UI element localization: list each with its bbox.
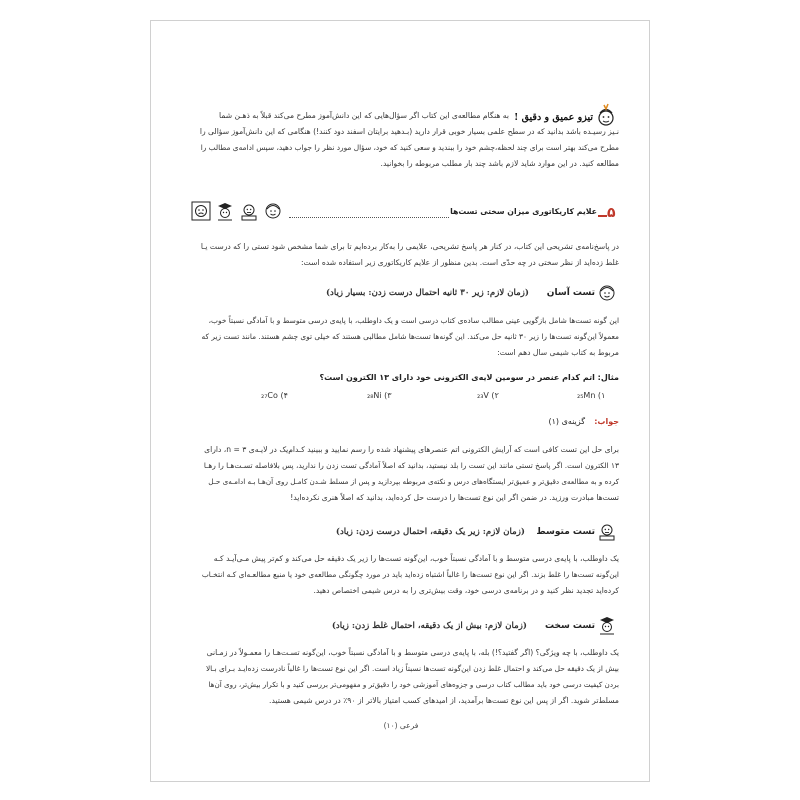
medium-label: تست متوسط: [536, 527, 595, 537]
easy-line-1: این گونه تست‌ها شامل بازگویی عینی مطالب ساده‌ی کتاب درسی است و یک داوطلب، با پایه‌ی درسی متوسط و با آمادگی نسبتاً خوب،: [208, 316, 619, 325]
graduate-face-icon: [215, 201, 235, 221]
option-1: ۱) ₂₅Mn: [577, 391, 606, 400]
answer-label: جواب:: [594, 417, 619, 426]
medium-face-icon: [239, 201, 259, 221]
medium-note: (زمان لازم: زیر یک دقیقه، احتمال درست زدن: زیاد): [335, 527, 525, 537]
explanation-line-3: کرده و به مطالعه‌ی دقیق‌تر و عمیق‌تر ایستگاه‌های درس و نکته‌ی مربوطه بپردازید و پس از مسلط شـدن کامـل روی آن‌هـا بـه ادامـه‌ی حـل: [208, 477, 619, 486]
section-line-2: غلط زده‌اید از نظر سختی در چه حدّی است. بدین منظور از علایم کاریکاتوری زیر استفاده شده است:: [300, 258, 619, 267]
hard-line-4: مسلط‌تر شوید. اگر از پس این نوع تست‌ها برآمدید، از امیدهای کسب امتیاز بالاتر از ۹۰٪ در درس شیمی هستید.: [269, 696, 619, 705]
explanation-line-1: برای حل این تست کافی است که آرایش الکترونی اتم عنصرهای پیشنهاد شده را رسم نمایید و ببینید کـدام‌یک در لایـه‌ی ۳ = n، دارای: [204, 445, 619, 454]
difficulty-icons-strip: [191, 201, 287, 223]
medium-test-icon: [597, 521, 617, 541]
intro-line-2: نـیز رسیـده باشد بدانید که در سطح علمی بسیار خوبی قرار دارید (بـدهید برایتان اسفند دود کنند!) هنگامی که این دانش‌آموز سؤالی را: [199, 127, 619, 136]
intro-title: تیزو عمیق و دقیق !: [514, 112, 593, 123]
section-dotted-rule: [289, 217, 449, 218]
section-title: علایم کاریکاتوری میزان سختی تست‌ها: [450, 207, 597, 216]
easy-face-icon: [263, 201, 283, 221]
option-2: ۲) ₂₃V: [477, 391, 499, 400]
intro-line-4: مطالعه کنید. در این موارد شاید لازم باشد چند بار مطلب مربوطه را بخوانید.: [380, 159, 619, 168]
example-question: مثال: اتم کدام عنصر در سومین لایه‌ی الکترونی خود دارای ۱۳ الکترون است؟: [319, 373, 619, 382]
page-footer: فرعی (۱۰): [383, 721, 419, 730]
answer-text: گزینه‌ی (۱): [548, 417, 585, 426]
hard-line-1: یک داوطلب، با چه ویژگی؟ (اگر گفتید؟!) بله، با پایه‌ی درسی متوسط و با آمادگی نسبتاً خوب، این‌گونه تسـت‌هـا را معمـولاً در زمـانی: [206, 648, 619, 657]
book-page: [150, 20, 650, 782]
hard-face-icon: [191, 201, 211, 221]
medium-line-2: این‌گونه تست‌ها را غلط بزند. اگر این نوع تست‌ها را غالباً اشتباه زده‌اید باید در مورد چگونگی مطالعه‌ی خود یا منبع مطالعـه‌ای کـه انتخـاب: [201, 570, 619, 579]
medium-line-1: یک داوطلب، با پایه‌ی درسی متوسط و با آمادگی نسبتاً خوب، این‌گونه تست‌ها را زیر یک دقیقه حل می‌کند و کم‌تر پیش مـی‌آیـد کـه: [213, 554, 619, 563]
hard-test-icon: [597, 615, 617, 635]
intro-line-1: به هنگام مطالعه‌ی این کتاب اگر سؤال‌هایی که این دانش‌آموز مطرح می‌کند قبلاً به ذهـن شما: [219, 111, 509, 120]
intro-line-3: مطرح می‌کند بهتر است برای چند لحظه،چشم خود را ببندید و سعی کنید که خود، سؤال مورد نظر را جواب دهید، سپس ادامه‌ی مطالب را: [200, 143, 619, 152]
section-dash: [598, 215, 607, 217]
hard-note: (زمان لازم: بیش از یک دقیقه، احتمال غلط زدن: زیاد): [331, 621, 527, 631]
easy-note: (زمان لازم: زیر ۳۰ ثانیه احتمال درست زدن: بسیار زیاد): [325, 288, 529, 298]
option-3: ۳) ₂₈Ni: [367, 391, 392, 400]
easy-label: تست آسان: [546, 288, 595, 298]
hard-line-2: بیش از یک دقیقه حل می‌کند و احتمال غلط زدن این‌گونه تست‌ها نسبتاً زیاد است. اگر این نوع تست‌ها را غالباً نادرست زده‌ایـد بـرای بـالا: [205, 664, 619, 673]
explanation-line-4: تست‌ها مبادرت ورزید. در ضمن اگر این نوع تست‌ها را درست حل کرده‌اید، بدانید که اصلاً هنری نکرده‌اید!: [290, 493, 619, 502]
explanation-line-2: ۱۳ الکترون است. اگر پاسخ تستی مانند این تست را بلد نیستید، بدانید که اصلاً آمادگی تست زدن را ندارید، پس بلافاصله تسـت‌هـا را رهـا: [203, 461, 619, 470]
easy-line-3: مربوط به کتاب شیمی سال دهم است:: [497, 348, 619, 357]
easy-line-2: معمولاً این‌گونه تست‌ها را زیر ۳۰ ثانیه حل می‌کند. این گونه‌ها تست‌ها شامل مطالبی هستند که خیلی توی چشم هستند. مانند تست زیر که: [201, 332, 619, 341]
section-number: ۵: [607, 205, 616, 221]
easy-test-icon: [597, 283, 617, 303]
hard-label: تست سخت: [544, 621, 595, 631]
medium-line-3: کرده‌اید تجدید نظر کنید و در برنامه‌ی درسی خود، وقت بیش‌تری را به درس شیمی اختصاص دهید.: [313, 586, 619, 595]
option-4: ۴) ₂₇Co: [261, 391, 288, 400]
hard-line-3: بردن کیفیت درسی خود باید مطالب کتاب درسی و جزوه‌های آموزشی خود را دقیق‌تر و مفهومی‌تر بررسی کنید و با تکرار بیش‌تر، روی آن‌ها: [208, 680, 619, 689]
section-line-1: در پاسخ‌نامه‌ی تشریحی این کتاب، در کنار هر پاسخ تشریحی، علایمی را به‌کار برده‌ایم تا برای شما مشخص شود تستی را که درست یـا: [200, 242, 619, 251]
